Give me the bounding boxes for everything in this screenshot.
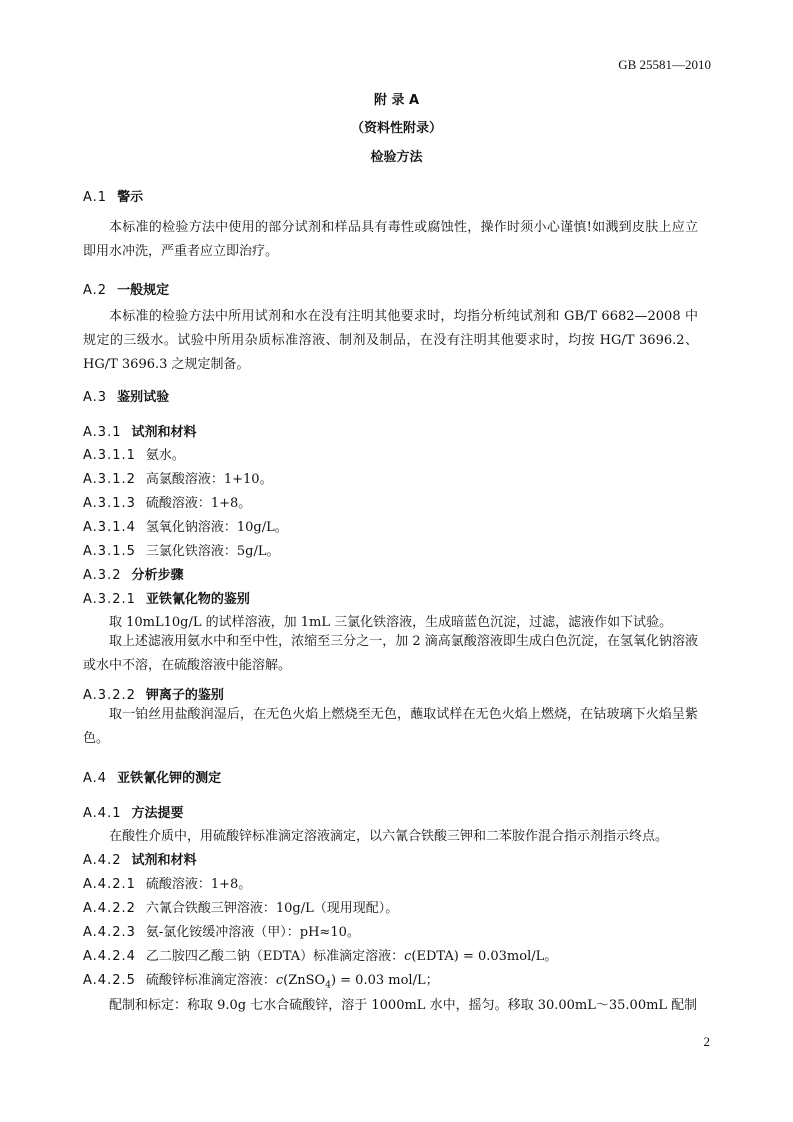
appendix-title: 附 录 A bbox=[373, 93, 420, 108]
item-text: 硫酸溶液：1+8。 bbox=[145, 496, 252, 511]
section-title: 钾离子的鉴别 bbox=[145, 688, 224, 703]
item-number: A.3.1.5 bbox=[83, 544, 136, 559]
page-number: 2 bbox=[703, 1034, 710, 1049]
item-text: 氨-氯化铵缓冲溶液（甲）：pH≈10。 bbox=[145, 925, 360, 940]
section-a2-heading bbox=[83, 279, 169, 298]
item-number: A.3.1.3 bbox=[83, 496, 136, 511]
list-item bbox=[83, 945, 557, 964]
list-item bbox=[83, 468, 273, 487]
item-number: A.3.1.2 bbox=[83, 472, 136, 487]
appendix-heading: 检验方法 bbox=[370, 150, 423, 165]
a321-paragraph-2: 取上述滤液用氨水中和至中性，浓缩至三分之一，加 2 滴高氯酸溶液即生成白色沉淀，在氢氧化钠溶液或水中不溶，在硫酸溶液中能溶解。 bbox=[83, 634, 698, 673]
subsection-a41-heading bbox=[83, 802, 184, 821]
item-number: A.4.2.3 bbox=[83, 925, 136, 940]
a425-preparation-text: 配制和标定：称取 9.0g 七水合硫酸锌，溶于 1000mL 水中，摇匀。移取 30.00mL～35.00mL 配制 bbox=[109, 998, 698, 1013]
section-number: A.3.2.2 bbox=[83, 688, 136, 703]
item-text: 六氰合铁酸三钾溶液：10g/L（现用现配）。 bbox=[145, 901, 399, 916]
item-number: A.4.2.2 bbox=[83, 901, 136, 916]
list-item bbox=[83, 516, 288, 535]
formula-part: (ZnSO bbox=[283, 973, 326, 988]
item-number: A.3.1.1 bbox=[83, 448, 136, 463]
formula-value: ) = 0.03 mol/L； bbox=[330, 973, 439, 988]
section-title: 亚铁氰化钾的测定 bbox=[117, 771, 222, 786]
section-number: A.4.2 bbox=[83, 853, 122, 868]
item-text: 氨水。 bbox=[145, 448, 185, 463]
item-number: A.4.2.4 bbox=[83, 949, 136, 964]
list-item bbox=[83, 873, 251, 892]
section-number: A.3.2 bbox=[83, 568, 122, 583]
section-title: 警示 bbox=[117, 190, 144, 205]
item-text: 乙二胺四乙酸二钠（EDTA）标准滴定溶液： bbox=[145, 949, 405, 964]
formula-value: (EDTA) = 0.03mol/L。 bbox=[411, 949, 558, 964]
subsection-a32-heading bbox=[83, 564, 184, 583]
subsection-a31-heading bbox=[83, 421, 197, 440]
list-item bbox=[83, 969, 439, 991]
item-text: 三氯化铁溶液：5g/L。 bbox=[145, 544, 280, 559]
list-item bbox=[83, 492, 251, 511]
section-a3-heading bbox=[83, 386, 169, 405]
section-a4-heading bbox=[83, 767, 221, 786]
section-title: 一般规定 bbox=[117, 283, 170, 298]
appendix-subtitle: （资料性附录） bbox=[350, 121, 442, 136]
a321-paragraph-1: 取 10mL10g/L 的试样溶液，加 1mL 三氯化铁溶液，生成暗蓝色沉淀，过滤，滤液作如下试验。 bbox=[109, 615, 673, 630]
section-title: 试剂和材料 bbox=[131, 853, 197, 868]
section-number: A.3.1 bbox=[83, 425, 122, 440]
formula-symbol: c bbox=[275, 973, 284, 988]
section-number: A.4.1 bbox=[83, 806, 122, 821]
standard-number: GB 25581—2010 bbox=[618, 57, 711, 72]
section-title: 试剂和材料 bbox=[131, 425, 197, 440]
subsection-a322-heading bbox=[83, 684, 224, 703]
a1-paragraph: 本标准的检验方法中使用的部分试剂和样品具有毒性或腐蚀性，操作时须小心谨慎!如溅到皮肤上应立即用水冲洗，严重者应立即治疗。 bbox=[83, 220, 698, 259]
section-number: A.3 bbox=[83, 390, 108, 405]
formula-subscript: 4 bbox=[325, 980, 331, 991]
item-text: 氢氧化钠溶液：10g/L。 bbox=[145, 520, 288, 535]
list-item bbox=[83, 897, 398, 916]
item-text: 硫酸溶液：1+8。 bbox=[145, 877, 252, 892]
item-text: 硫酸锌标准滴定溶液： bbox=[145, 973, 276, 988]
section-number: A.1 bbox=[83, 190, 108, 205]
list-item bbox=[83, 540, 279, 559]
subsection-a321-heading bbox=[83, 588, 250, 607]
section-number: A.4 bbox=[83, 771, 108, 786]
formula-symbol: c bbox=[404, 949, 412, 964]
item-number: A.3.1.4 bbox=[83, 520, 136, 535]
item-number: A.4.2.5 bbox=[83, 973, 136, 988]
list-item bbox=[83, 921, 360, 940]
section-title: 亚铁氰化物的鉴别 bbox=[145, 592, 250, 607]
section-title: 方法提要 bbox=[131, 806, 184, 821]
section-number: A.3.2.1 bbox=[83, 592, 136, 607]
list-item bbox=[83, 444, 185, 463]
section-title: 鉴别试验 bbox=[117, 390, 170, 405]
subsection-a42-heading bbox=[83, 849, 197, 868]
item-text: 高氯酸溶液：1+10。 bbox=[145, 472, 273, 487]
section-number: A.2 bbox=[83, 283, 108, 298]
item-number: A.4.2.1 bbox=[83, 877, 136, 892]
section-title: 分析步骤 bbox=[131, 568, 184, 583]
a322-paragraph: 取一铂丝用盐酸润湿后，在无色火焰上燃烧至无色，蘸取试样在无色火焰上燃烧，在钴玻璃下火焰呈紫色。 bbox=[83, 707, 698, 746]
a2-paragraph: 本标准的检验方法中所用试剂和水在没有注明其他要求时，均指分析纯试剂和 GB/T 6682—2008 中规定的三级水。试验中所用杂质标准溶液、制剂及制品，在没有注明其他要求时，均按 HG/T 3696.2、HG/T 3696.3 之规定制备。 bbox=[83, 309, 698, 372]
a41-paragraph: 在酸性介质中，用硫酸锌标准滴定溶液滴定，以六氰合铁酸三钾和二苯胺作混合指示剂指示终点。 bbox=[109, 829, 669, 844]
section-a1-heading bbox=[83, 186, 143, 205]
